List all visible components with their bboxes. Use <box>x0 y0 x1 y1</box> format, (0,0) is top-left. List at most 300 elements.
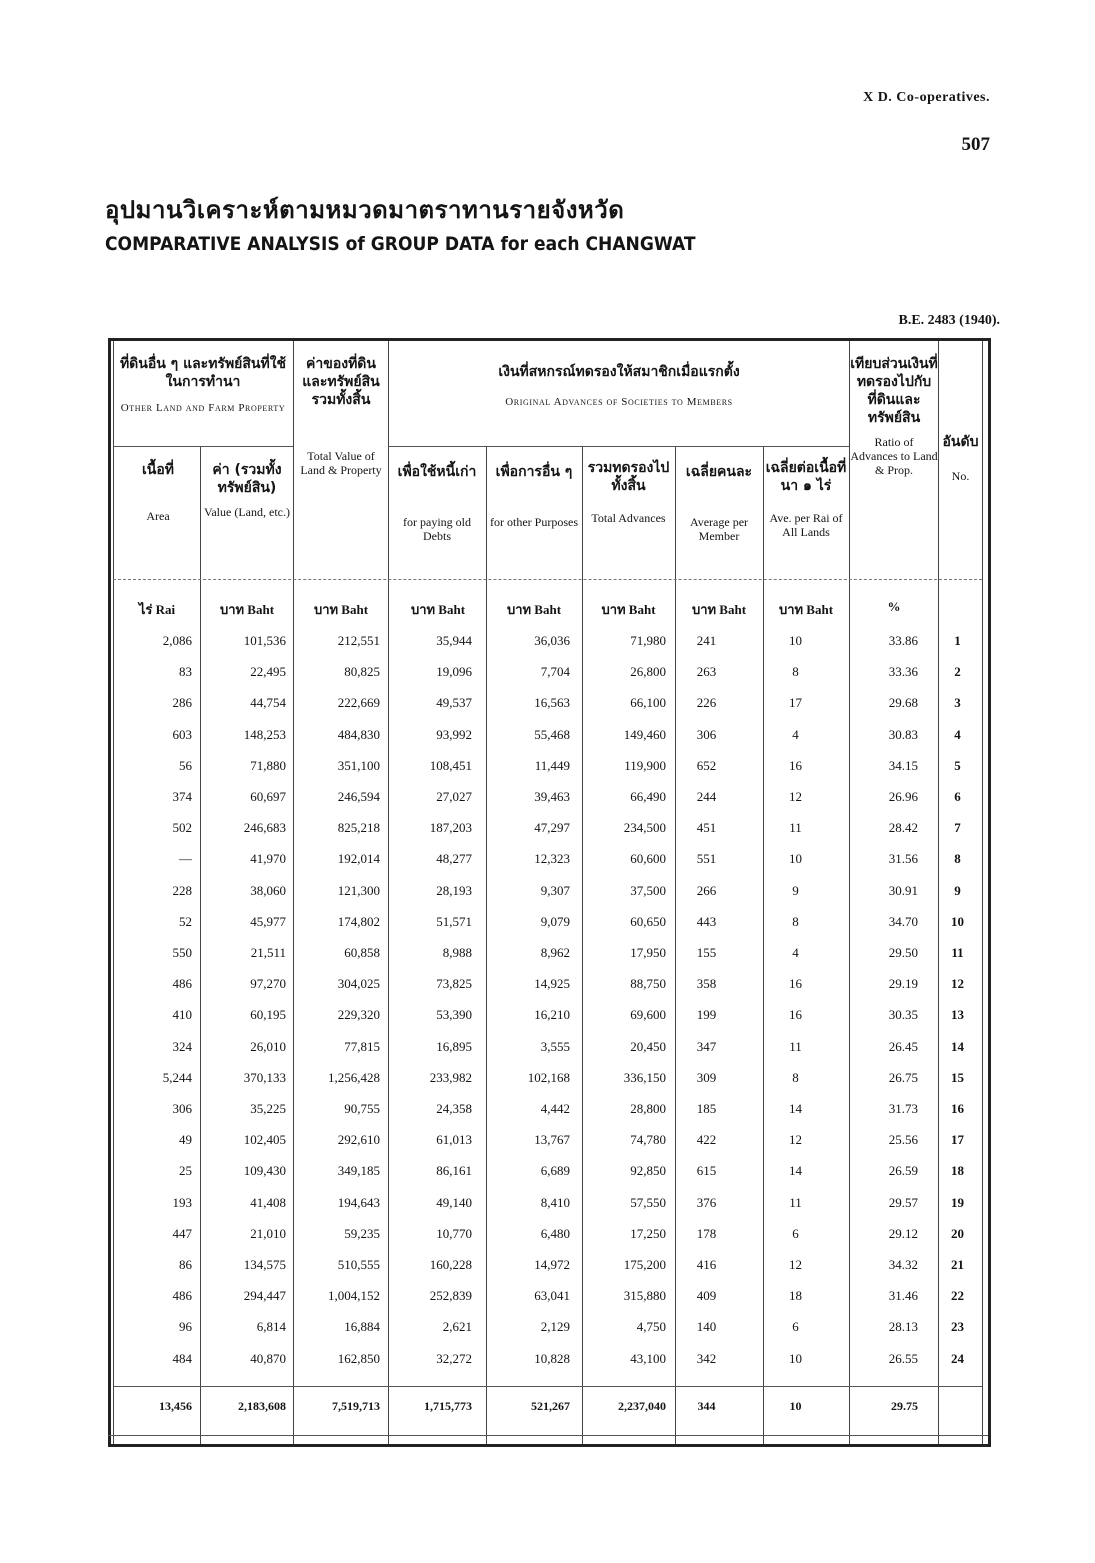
total-value-cell: 90,755 <box>344 1101 380 1116</box>
value-cell: 246,683 <box>243 820 286 836</box>
value-cell: 21,511 <box>250 945 286 960</box>
area-cell: 49 <box>179 1132 192 1148</box>
total-value-cell: 349,185 <box>337 1163 380 1179</box>
avg-member-cell: 306 <box>696 726 717 742</box>
row-number: 4 <box>954 726 961 742</box>
ratio-cell: 29.57 <box>888 1194 918 1210</box>
ratio-cell: 26.75 <box>888 1069 918 1085</box>
total-advances-cell: 2,237,040 <box>618 1399 666 1413</box>
row-number: 5 <box>954 757 961 773</box>
avg-rai-cell: 16 <box>789 976 802 992</box>
avg-rai-cell: 9 <box>792 882 799 898</box>
row-number: 22 <box>951 1288 964 1304</box>
total-value-cell: 174,802 <box>337 913 380 929</box>
other-purposes-cell: 16,210 <box>534 1007 570 1023</box>
other-purposes-cell: 6,480 <box>540 1225 570 1241</box>
debts-cell: 49,140 <box>436 1194 472 1210</box>
table-row <box>108 758 988 788</box>
avg-rai-cell: 14 <box>789 1101 802 1116</box>
debts-cell: 93,992 <box>436 726 472 742</box>
ratio-cell: 31.46 <box>888 1288 918 1304</box>
total-advances-header-en: Total Advances <box>591 511 666 525</box>
other-purposes-cell: 11,449 <box>534 757 570 773</box>
area-cell: 410 <box>172 1007 192 1023</box>
value-cell: 370,133 <box>243 1069 286 1085</box>
avg-rai-cell: 8 <box>792 913 799 929</box>
avg-member-cell: 309 <box>696 1069 717 1085</box>
ratio-header-en: Ratio of Advances to Land & Prop. <box>850 435 938 477</box>
ratio-cell: 29.19 <box>888 976 918 992</box>
avg-member-cell: 178 <box>696 1225 717 1241</box>
area-cell: 56 <box>179 757 192 773</box>
avg-rai-cell: 8 <box>792 664 799 680</box>
total-advances-cell: 119,900 <box>624 757 666 773</box>
avg-rai-cell: 18 <box>789 1288 802 1304</box>
total-value-cell: 222,669 <box>337 695 380 711</box>
value-cell: 40,870 <box>250 1350 286 1366</box>
other-purposes-cell: 7,704 <box>540 664 570 680</box>
table-row <box>108 789 988 819</box>
total-advances-cell: 336,150 <box>623 1069 666 1085</box>
other-purposes-cell: 14,925 <box>534 976 570 992</box>
value-cell: 21,010 <box>250 1225 286 1241</box>
no-header-en: No. <box>951 469 970 483</box>
debts-cell: 16,895 <box>436 1038 472 1054</box>
avg-member-cell: 409 <box>696 1288 717 1304</box>
data-table <box>108 338 991 1447</box>
ratio-cell: 26.96 <box>888 789 918 804</box>
avg-rai-cell: 10 <box>789 633 802 648</box>
avg-rai-cell: 10 <box>789 851 802 867</box>
advances-header-thai: เงินที่สหกรณ์ทดรองให้สมาชิกเมื่อแรกตั้ง <box>498 364 740 380</box>
total-advances-cell: 88,750 <box>630 976 666 992</box>
row-number: 20 <box>951 1225 964 1241</box>
total-value-cell: 60,858 <box>344 945 380 960</box>
total-value-cell: 121,300 <box>337 882 380 898</box>
avg-rai-cell: 8 <box>792 1069 799 1085</box>
avg-rai-cell: 10 <box>789 1350 802 1366</box>
table-row <box>108 1132 988 1162</box>
area-cell: 486 <box>172 1288 192 1304</box>
avg-member-cell: 226 <box>696 695 717 711</box>
unit-baht: บาท Baht <box>691 602 747 617</box>
ratio-cell: 33.36 <box>888 664 918 680</box>
row-number: 3 <box>954 695 961 711</box>
debts-cell: 27,027 <box>436 789 472 804</box>
table-row <box>108 664 988 694</box>
total-advances-cell: 234,500 <box>623 820 666 836</box>
debts-cell: 252,839 <box>429 1288 472 1304</box>
row-number: 7 <box>954 820 961 836</box>
unit-percent: % <box>887 599 901 614</box>
avg-member-header-thai: เฉลี่ยคนละ <box>685 464 753 480</box>
avg-member-cell: 358 <box>696 976 717 992</box>
table-row <box>108 1319 988 1349</box>
total-value-cell: 59,235 <box>344 1225 380 1241</box>
avg-member-cell: 451 <box>696 820 717 836</box>
unit-baht: บาท Baht <box>601 602 656 617</box>
other-land-header-thai: ที่ดินอื่น ๆ และทรัพย์สินที่ใช้ในการทำนา <box>119 356 287 390</box>
table-row <box>108 1226 988 1256</box>
avg-member-cell: 241 <box>696 633 717 648</box>
total-advances-cell: 66,490 <box>630 789 666 804</box>
area-cell: 374 <box>172 789 192 804</box>
avg-rai-cell: 16 <box>789 1007 802 1023</box>
area-cell: 306 <box>172 1101 192 1116</box>
debts-cell: 48,277 <box>436 851 472 867</box>
table-row <box>108 695 988 725</box>
total-advances-cell: 4,750 <box>636 1319 666 1335</box>
avg-member-cell: 344 <box>697 1399 716 1413</box>
avg-member-cell: 551 <box>696 851 717 867</box>
title-thai: อุปมานวิเคราะห์ตามหมวดมาตราทานรายจังหวัด <box>105 196 625 224</box>
table-row <box>108 1007 988 1037</box>
row-number: 8 <box>954 851 961 867</box>
other-purposes-cell: 4,442 <box>540 1101 570 1116</box>
avg-member-cell: 376 <box>696 1194 717 1210</box>
table-row <box>108 1163 988 1193</box>
header-divider <box>388 446 849 447</box>
ratio-cell: 30.91 <box>888 882 918 898</box>
debts-cell: 24,358 <box>436 1101 472 1116</box>
total-value-cell: 292,610 <box>337 1132 380 1148</box>
page-number: 507 <box>961 134 990 155</box>
area-cell: 486 <box>172 976 192 992</box>
other-purposes-cell: 102,168 <box>527 1069 570 1085</box>
avg-member-cell: 342 <box>696 1350 717 1366</box>
debts-cell: 49,537 <box>436 695 472 711</box>
value-cell: 109,430 <box>243 1163 286 1179</box>
avg-rai-cell: 12 <box>789 1132 802 1148</box>
other-purposes-cell: 2,129 <box>540 1319 570 1335</box>
table-row <box>108 633 988 663</box>
avg-member-cell: 652 <box>696 757 717 773</box>
total-value-cell: 77,815 <box>344 1038 380 1054</box>
avg-member-cell: 263 <box>696 664 717 680</box>
table-row <box>108 1070 988 1100</box>
debts-cell: 61,013 <box>436 1132 472 1148</box>
total-value-cell: 484,830 <box>337 726 380 742</box>
advances-header-en: Original Advances of Societies to Members <box>505 396 733 408</box>
avg-rai-header-thai: เฉลี่ยต่อเนื้อที่นา ๑ ไร่ <box>765 460 847 494</box>
total-advances-cell: 43,100 <box>630 1350 666 1366</box>
row-number: 1 <box>954 633 961 648</box>
other-purposes-cell: 55,468 <box>534 726 570 742</box>
other-purposes-header-thai: เพื่อการอื่น ๆ <box>495 464 573 480</box>
unit-baht: บาท Baht <box>313 602 369 617</box>
area-cell: 96 <box>179 1319 192 1335</box>
ratio-cell: 26.55 <box>888 1350 918 1366</box>
avg-member-cell: 422 <box>696 1132 717 1148</box>
year-label: B.E. 2483 (1940). <box>898 313 1000 328</box>
table-row <box>108 1195 988 1225</box>
total-advances-cell: 26,800 <box>630 664 666 680</box>
value-cell: 97,270 <box>250 976 286 992</box>
debts-cell: 51,571 <box>436 913 472 929</box>
row-number: 15 <box>951 1069 964 1085</box>
total-row <box>108 1399 988 1429</box>
other-purposes-cell: 8,962 <box>540 945 570 960</box>
avg-rai-cell: 6 <box>792 1319 799 1335</box>
total-advances-cell: 28,800 <box>630 1101 666 1116</box>
row-number: 9 <box>954 882 961 898</box>
total-value-cell: 229,320 <box>337 1007 380 1023</box>
other-purposes-cell: 9,079 <box>540 913 570 929</box>
other-purposes-cell: 16,563 <box>534 695 570 711</box>
area-cell: 5,244 <box>162 1069 192 1085</box>
value-cell: 148,253 <box>243 726 286 742</box>
avg-rai-cell: 14 <box>789 1163 802 1179</box>
ratio-cell: 29.68 <box>888 695 918 711</box>
row-number: 19 <box>951 1194 964 1210</box>
avg-rai-cell: 6 <box>792 1225 799 1241</box>
other-purposes-cell: 521,267 <box>531 1399 570 1413</box>
value-cell: 38,060 <box>250 882 286 898</box>
ratio-cell: 28.13 <box>888 1319 918 1335</box>
value-cell: 71,880 <box>250 757 286 773</box>
total-value-cell: 194,643 <box>337 1194 380 1210</box>
debts-cell: 32,272 <box>436 1350 472 1366</box>
ratio-cell: 29.75 <box>891 1399 918 1413</box>
debts-cell: 10,770 <box>436 1225 472 1241</box>
ratio-cell: 28.42 <box>888 820 918 836</box>
header-divider <box>113 446 293 447</box>
value-cell: 6,814 <box>256 1319 286 1335</box>
table-row <box>108 1351 988 1381</box>
ratio-cell: 34.32 <box>888 1257 918 1272</box>
total-advances-cell: 74,780 <box>630 1132 666 1148</box>
ratio-cell: 29.12 <box>888 1225 918 1241</box>
ratio-header-thai: เทียบส่วนเงินที่ทดรองไปกับที่ดินและทรัพย์สิน <box>850 356 938 426</box>
total-advances-cell: 60,650 <box>630 913 666 929</box>
area-cell: 25 <box>179 1163 192 1179</box>
total-advances-cell: 60,600 <box>630 851 666 867</box>
row-number: 16 <box>951 1101 964 1116</box>
total-advances-cell: 17,950 <box>630 945 666 960</box>
ratio-cell: 29.50 <box>888 945 918 960</box>
unit-baht: บาท Baht <box>506 602 562 617</box>
debts-header-en: for paying old Debts <box>403 515 471 543</box>
row-number: 14 <box>951 1038 964 1054</box>
row-number: 24 <box>951 1350 964 1366</box>
table-row <box>108 851 988 881</box>
table-row <box>108 883 988 913</box>
total-advances-cell: 92,850 <box>630 1163 666 1179</box>
ratio-cell: 30.35 <box>888 1007 918 1023</box>
value-cell: 35,225 <box>250 1101 286 1116</box>
area-cell: 13,456 <box>159 1399 192 1413</box>
area-cell: 193 <box>172 1194 192 1210</box>
total-value-cell: 16,884 <box>344 1319 380 1335</box>
total-value-cell: 510,555 <box>337 1257 380 1272</box>
table-row <box>108 820 988 850</box>
avg-rai-cell: 4 <box>792 726 799 742</box>
other-purposes-cell: 47,297 <box>534 820 570 836</box>
other-land-header-en: Other Land and Farm Property <box>120 402 286 414</box>
other-purposes-header-en: for other Purposes <box>490 515 578 529</box>
row-number: 21 <box>951 1257 964 1272</box>
other-purposes-cell: 10,828 <box>534 1350 570 1366</box>
avg-member-cell: 244 <box>696 789 717 804</box>
area-header-thai: เนื้อที่ <box>142 462 174 478</box>
total-advances-cell: 20,450 <box>630 1038 666 1054</box>
total-value-cell: 7,519,713 <box>332 1399 380 1413</box>
value-cell: 101,536 <box>243 633 286 648</box>
value-cell: 26,010 <box>250 1038 286 1054</box>
debts-cell: 28,193 <box>436 882 472 898</box>
avg-rai-cell: 11 <box>789 1194 802 1210</box>
avg-member-cell: 140 <box>696 1319 717 1335</box>
table-row <box>108 1288 988 1318</box>
other-purposes-cell: 14,972 <box>534 1257 570 1272</box>
total-advances-cell: 69,600 <box>630 1007 666 1023</box>
total-rule <box>113 1386 982 1387</box>
area-cell: 447 <box>172 1225 192 1241</box>
table-row <box>108 727 988 757</box>
area-cell: 86 <box>179 1257 192 1272</box>
total-advances-cell: 315,880 <box>623 1288 666 1304</box>
total-advances-cell: 37,500 <box>630 882 666 898</box>
section-header: X D. Co-operatives. <box>863 90 990 105</box>
other-purposes-cell: 6,689 <box>540 1163 570 1179</box>
total-advances-cell: 175,200 <box>623 1257 666 1272</box>
avg-member-cell: 347 <box>696 1038 717 1054</box>
total-advances-cell: 149,460 <box>623 726 666 742</box>
ratio-cell: 25.56 <box>888 1132 918 1148</box>
row-number: 13 <box>951 1007 964 1023</box>
area-cell: 52 <box>179 913 192 929</box>
total-value-cell: 304,025 <box>337 976 380 992</box>
ratio-cell: 33.86 <box>888 633 918 648</box>
total-value-cell: 162,850 <box>337 1350 380 1366</box>
table-row <box>108 1039 988 1069</box>
debts-cell: 160,228 <box>429 1257 472 1272</box>
total-value-cell: 1,004,152 <box>328 1288 380 1304</box>
value-cell: 44,754 <box>250 695 286 711</box>
area-cell: 502 <box>172 820 192 836</box>
value-cell: 60,195 <box>250 1007 286 1023</box>
row-number: 23 <box>951 1319 964 1335</box>
area-cell: 603 <box>172 726 192 742</box>
table-row <box>108 1257 988 1287</box>
table-row <box>108 1101 988 1131</box>
total-value-cell: 246,594 <box>337 789 380 804</box>
unit-baht: บาท Baht <box>410 602 466 617</box>
value-cell: 22,495 <box>250 664 286 680</box>
total-value-cell: 212,551 <box>337 633 380 648</box>
no-header-thai: อันดับ <box>942 434 979 450</box>
area-cell: 228 <box>172 882 192 898</box>
row-number: 12 <box>951 976 964 992</box>
ratio-cell: 34.15 <box>888 757 918 773</box>
ratio-cell: 30.83 <box>888 726 918 742</box>
ratio-cell: 34.70 <box>888 913 918 929</box>
other-purposes-cell: 36,036 <box>534 633 570 648</box>
avg-rai-cell: 4 <box>792 945 799 960</box>
table-row <box>108 914 988 944</box>
area-cell: 2,086 <box>162 633 192 648</box>
debts-cell: 73,825 <box>436 976 472 992</box>
table-row <box>108 976 988 1006</box>
avg-member-cell: 416 <box>696 1257 717 1272</box>
total-advances-cell: 71,980 <box>630 633 666 648</box>
total-advances-cell: 66,100 <box>630 695 666 711</box>
table-row <box>108 945 988 975</box>
debts-cell: 187,203 <box>429 820 472 836</box>
value-header-en: Value (Land, etc.) <box>204 505 290 519</box>
row-number: 11 <box>951 945 964 960</box>
debts-cell: 8,988 <box>442 945 472 960</box>
area-header-en: Area <box>146 509 170 523</box>
unit-rai: ไร่ Rai <box>138 602 176 617</box>
value-cell: 102,405 <box>243 1132 286 1148</box>
row-number: 6 <box>954 789 961 804</box>
avg-rai-cell: 12 <box>789 789 802 804</box>
value-cell: 45,977 <box>250 913 286 929</box>
debts-cell: 53,390 <box>436 1007 472 1023</box>
debts-cell: 108,451 <box>429 757 472 773</box>
area-cell: 324 <box>172 1038 192 1054</box>
avg-member-cell: 155 <box>696 945 717 960</box>
unit-baht: บาท Baht <box>219 602 275 617</box>
total-advances-header-thai: รวมทดรองไปทั้งสิ้น <box>587 460 670 494</box>
debts-header-thai: เพื่อใช้หนี้เก่า <box>397 464 477 480</box>
bottom-rule-inner <box>108 1435 988 1436</box>
debts-cell: 35,944 <box>436 633 472 648</box>
value-header-thai: ค่า (รวมทั้งทรัพย์สิน) <box>212 462 282 496</box>
unit-baht: บาท Baht <box>778 602 834 617</box>
area-cell: — <box>179 851 192 867</box>
value-cell: 294,447 <box>243 1288 286 1304</box>
avg-member-cell: 185 <box>696 1101 717 1116</box>
row-number: 10 <box>951 913 964 929</box>
area-cell: 286 <box>172 695 192 711</box>
page-title: COMPARATIVE ANALYSIS of GROUP DATA for each CHANGWAT <box>105 233 696 255</box>
avg-member-cell: 443 <box>696 913 717 929</box>
total-value-cell: 192,014 <box>337 851 380 867</box>
debts-cell: 2,621 <box>442 1319 472 1335</box>
value-cell: 134,575 <box>243 1257 286 1272</box>
avg-rai-cell: 17 <box>789 695 802 711</box>
row-number: 17 <box>951 1132 964 1148</box>
total-advances-cell: 17,250 <box>630 1225 666 1241</box>
area-cell: 83 <box>179 664 192 680</box>
other-purposes-cell: 63,041 <box>534 1288 570 1304</box>
total-advances-cell: 57,550 <box>630 1194 666 1210</box>
avg-rai-cell: 11 <box>789 1038 802 1054</box>
row-number: 18 <box>951 1163 964 1179</box>
total-value-cell: 351,100 <box>337 757 380 773</box>
total-value-header-thai: ค่าของที่ดินและทรัพย์สินรวมทั้งสิ้น <box>302 356 380 408</box>
total-value-cell: 80,825 <box>344 664 380 680</box>
other-purposes-cell: 12,323 <box>534 851 570 867</box>
total-value-header-en: Total Value of Land & Property <box>300 449 382 477</box>
value-cell: 60,697 <box>250 789 286 804</box>
ratio-cell: 31.73 <box>888 1101 918 1116</box>
debts-cell: 1,715,773 <box>424 1399 472 1413</box>
total-value-cell: 1,256,428 <box>328 1069 380 1085</box>
avg-member-cell: 199 <box>696 1007 717 1023</box>
avg-rai-header-en: Ave. per Rai of All Lands <box>769 511 843 539</box>
value-cell: 41,408 <box>250 1194 286 1210</box>
other-purposes-cell: 3,555 <box>540 1038 570 1054</box>
value-cell: 2,183,608 <box>238 1399 286 1413</box>
avg-rai-cell: 12 <box>789 1257 802 1272</box>
debts-cell: 86,161 <box>436 1163 472 1179</box>
area-cell: 484 <box>172 1350 192 1366</box>
debts-cell: 19,096 <box>436 664 472 680</box>
other-purposes-cell: 39,463 <box>534 789 570 804</box>
